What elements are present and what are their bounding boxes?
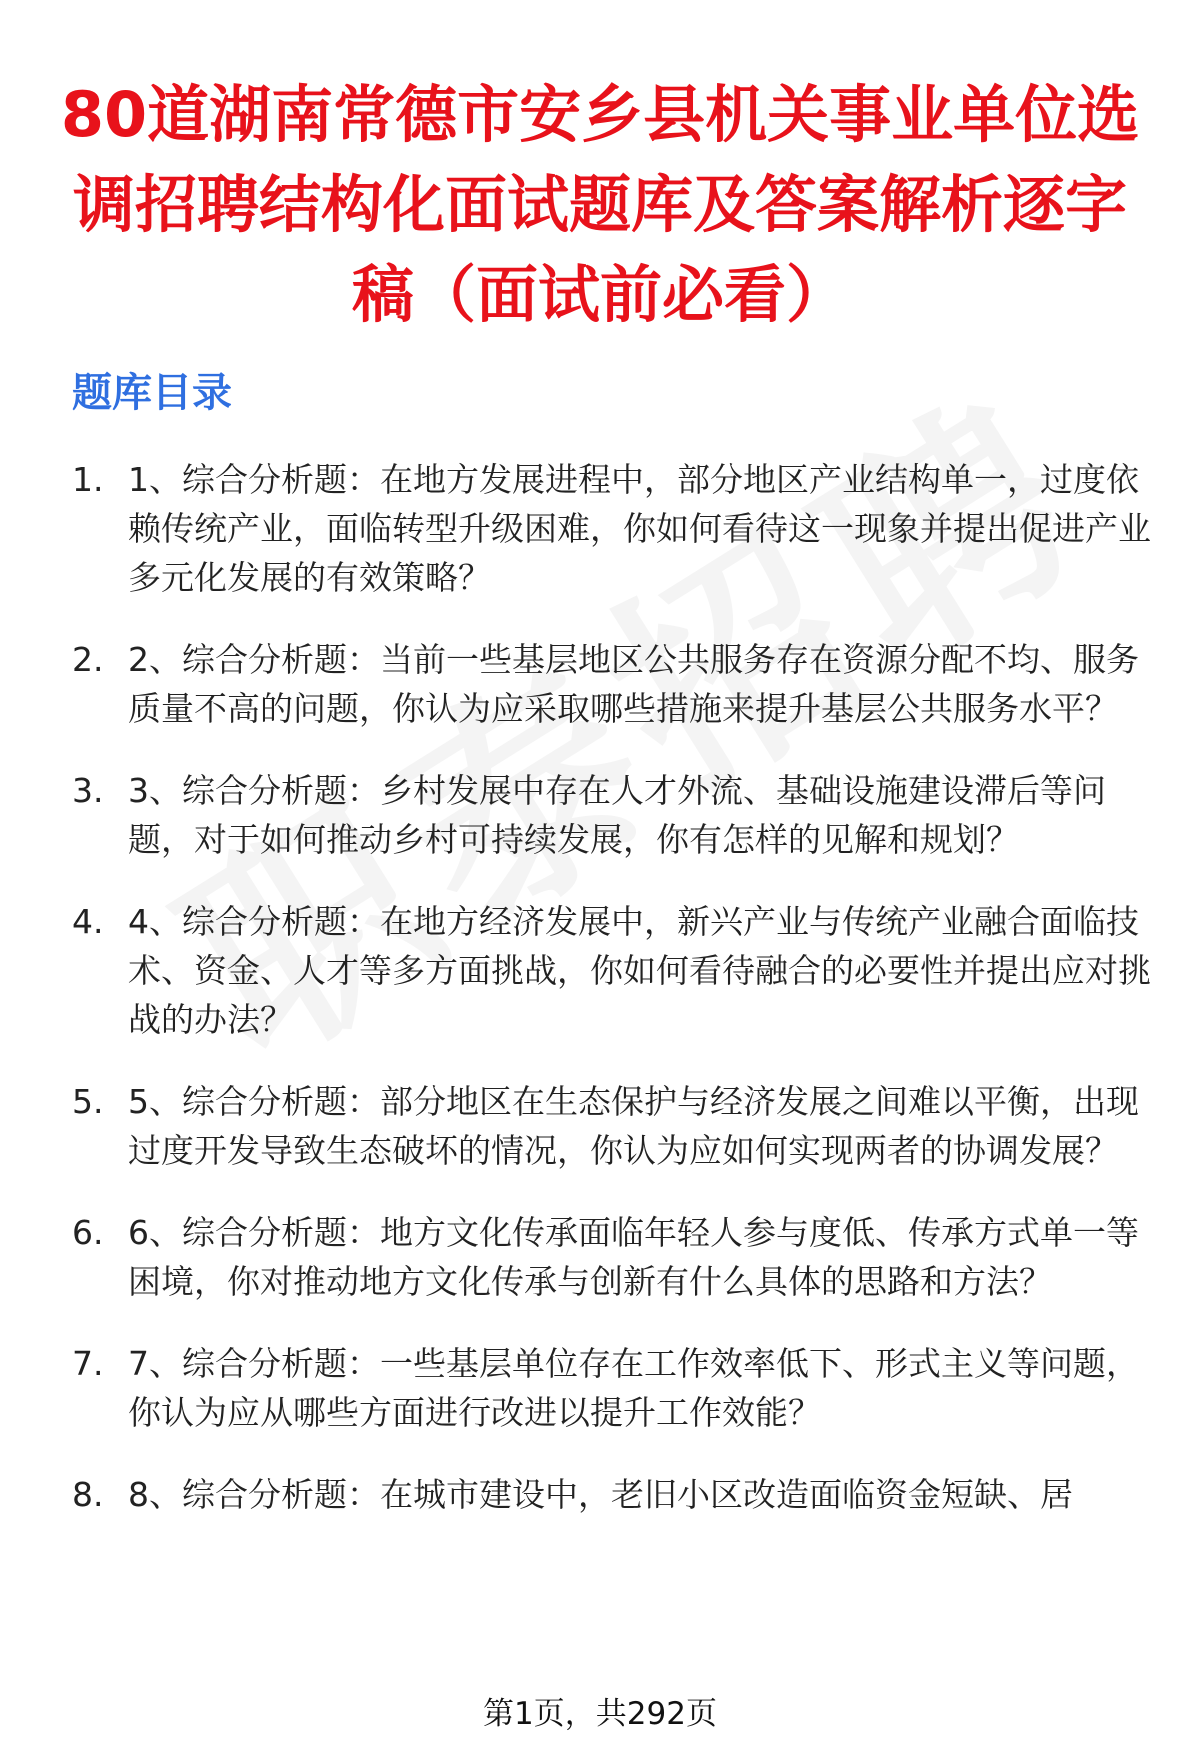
page-number: 第1页，共292页 (0, 1692, 1200, 1736)
toc-item-number: 2. (72, 640, 104, 679)
document-title: 80道湖南常德市安乡县机关事业单位选调招聘结构化面试题库及答案解析逐字稿（面试前必看） (60, 78, 1140, 331)
toc-item[interactable] (72, 766, 1162, 864)
toc-item-number: 1. (72, 460, 104, 499)
toc-item-text: 8、综合分析题：在城市建设中，老旧小区改造面临资金短缺、居 (128, 1475, 1073, 1514)
toc-item-number: 3. (72, 771, 104, 810)
toc-list (72, 455, 1162, 1552)
toc-item-text: 5、综合分析题：部分地区在生态保护与经济发展之间难以平衡，出现过度开发导致生态破坏的情况，你认为应如何实现两者的协调发展？ (128, 1082, 1139, 1170)
toc-item-text: 6、综合分析题：地方文化传承面临年轻人参与度低、传承方式单一等困境，你对推动地方文化传承与创新有什么具体的思路和方法？ (128, 1213, 1139, 1301)
toc-item-text: 1、综合分析题：在地方发展进程中，部分地区产业结构单一，过度依赖传统产业，面临转型升级困难，你如何看待这一现象并提出促进产业多元化发展的有效策略？ (128, 460, 1151, 597)
toc-item-text: 3、综合分析题：乡村发展中存在人才外流、基础设施建设滞后等问题，对于如何推动乡村可持续发展，你有怎样的见解和规划？ (128, 771, 1106, 859)
toc-item-number: 8. (72, 1475, 104, 1514)
toc-item[interactable] (72, 897, 1162, 1044)
toc-item-text: 7、综合分析题：一些基层单位存在工作效率低下、形式主义等问题，你认为应从哪些方面进行改进以提升工作效能？ (128, 1344, 1139, 1432)
toc-item[interactable] (72, 1339, 1162, 1437)
toc-item-number: 6. (72, 1213, 104, 1252)
toc-item-text: 2、综合分析题：当前一些基层地区公共服务存在资源分配不均、服务质量不高的问题，你认为应采取哪些措施来提升基层公共服务水平？ (128, 640, 1139, 728)
toc-item[interactable] (72, 1208, 1162, 1306)
toc-item-number: 4. (72, 902, 104, 941)
toc-item[interactable] (72, 635, 1162, 733)
toc-item-number: 5. (72, 1082, 104, 1121)
toc-item-number: 7. (72, 1344, 104, 1383)
toc-item[interactable] (72, 1077, 1162, 1175)
toc-item-text: 4、综合分析题：在地方经济发展中，新兴产业与传统产业融合面临技术、资金、人才等多方面挑战，你如何看待融合的必要性并提出应对挑战的办法？ (128, 902, 1151, 1039)
toc-item[interactable] (72, 1470, 1162, 1519)
toc-item[interactable] (72, 455, 1162, 602)
toc-heading: 题库目录 (72, 370, 232, 416)
